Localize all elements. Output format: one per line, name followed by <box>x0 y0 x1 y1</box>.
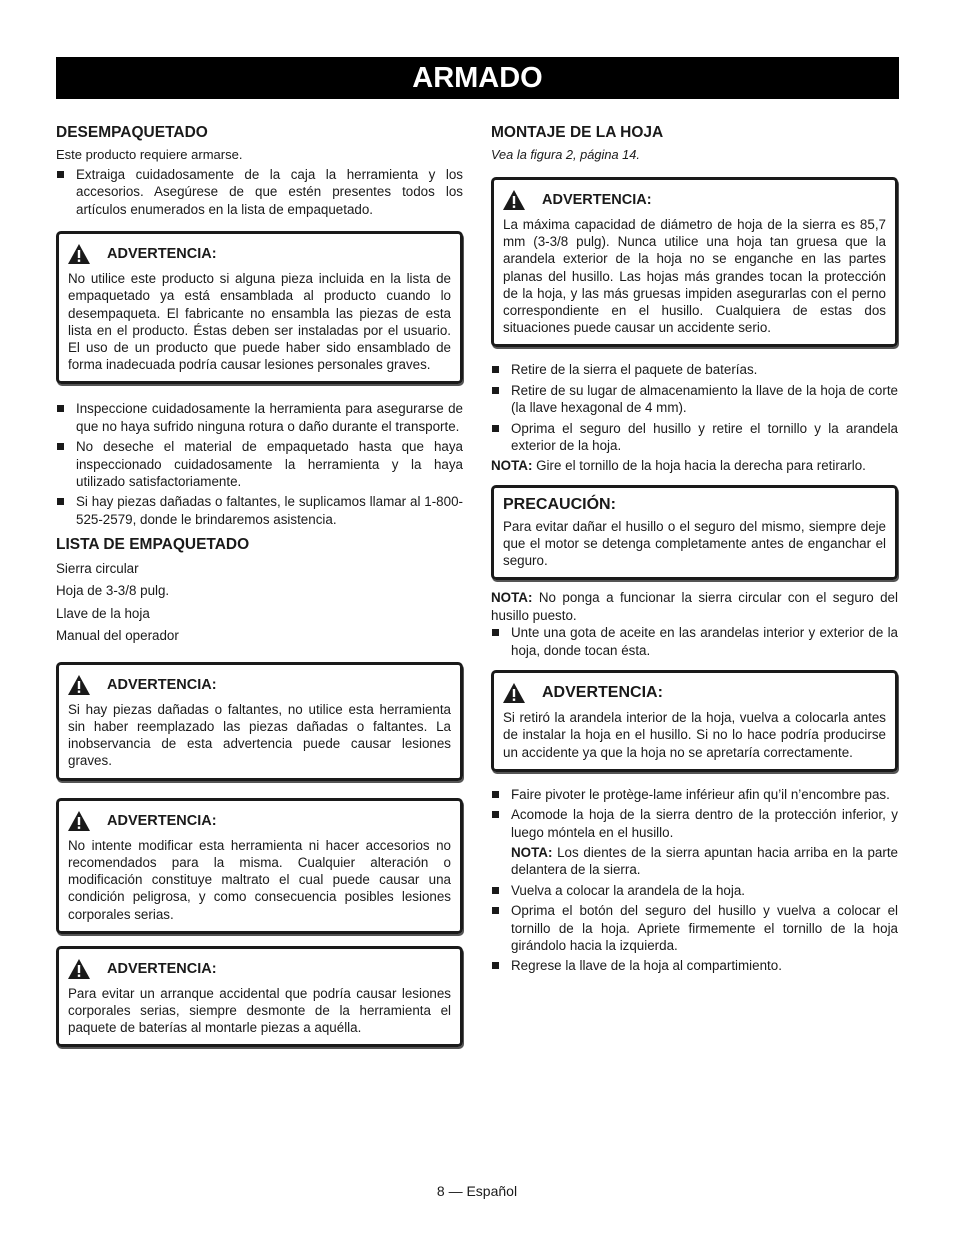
warning-text: Si retiró la arandela interior de la hoja, vuelva a colocarla antes de instalar la hoja en el husillo. Si no lo hace podría producirse un accidente ya que la hoja no se apretaría correctamente. <box>503 710 886 760</box>
warning-box-damaged-parts <box>56 662 463 781</box>
page-banner-title: ARMADO <box>56 57 899 99</box>
warning-title: ADVERTENCIA: <box>542 192 652 208</box>
blade-finish-list <box>491 882 898 975</box>
blade-install-list <box>491 786 898 841</box>
warning-triangle-icon <box>68 811 90 831</box>
left-column <box>56 124 463 1047</box>
oil-list <box>491 624 898 659</box>
warning-triangle-icon <box>68 959 90 979</box>
blade-removal-list <box>491 361 898 454</box>
note-label: NOTA: <box>491 458 533 474</box>
list-item: Oprima el seguro del husillo y retire el tornillo y la arandela exterior de la hoja. <box>491 420 898 455</box>
list-item: Unte una gota de aceite en las arandelas interior y exterior de la hoja, donde tocan ésta. <box>491 624 898 659</box>
warning-text: No utilice este producto si alguna pieza incluida en la lista de empaquetado ya está ensamblada al producto cuando lo desempaqueta. El fabricante no ensambla las piezas de esta lista en el producto. Éstas deben ser instaladas por el usuario. El uso de un producto que puede haber sido ensamblado de forma inadecuada podría causar lesiones personales graves. <box>68 271 451 373</box>
list-item: Retire de su lugar de almacenamiento la llave de la hoja de corte (la llave hexagonal de 4 mm). <box>491 382 898 417</box>
caution-text: Para evitar dañar el husillo o el seguro del mismo, siempre deje que el motor se detenga completamente antes de enganchar el seguro. <box>503 518 886 569</box>
caution-box-spindle <box>491 485 898 581</box>
section-title-packing-list: LISTA DE EMPAQUETADO <box>56 536 250 554</box>
unpacking-intro: Este producto requiere armarse. <box>56 146 243 162</box>
list-item: Regrese la llave de la hoja al compartimiento. <box>491 957 898 974</box>
unpacking-list <box>56 166 463 218</box>
caution-title: PRECAUCIÓN: <box>503 495 616 513</box>
list-item: Acomode la hoja de la sierra dentro de la protección inferior, y luego móntela en el husillo. <box>491 806 898 841</box>
warning-triangle-icon <box>503 683 525 703</box>
list-item: Vuelva a colocar la arandela de la hoja. <box>491 882 898 899</box>
warning-title: ADVERTENCIA: <box>107 676 217 693</box>
list-item: Oprima el botón del seguro del husillo y vuelva a colocar el tornillo de la hoja. Apriete firmemente el tornillo de la hoja girándolo hacia la izquierda. <box>491 902 898 954</box>
warning-title: ADVERTENCIA: <box>107 246 217 263</box>
warning-box-blade-capacity <box>491 177 898 347</box>
warning-text: Si hay piezas dañadas o faltantes, no utilice esta herramienta sin haber reemplazado las piezas dañadas o faltantes. La inobservancia de esta advertencia puede causar lesiones graves. <box>68 701 451 769</box>
note-label: NOTA: <box>491 590 533 606</box>
warning-title: ADVERTENCIA: <box>542 684 663 702</box>
warning-title: ADVERTENCIA: <box>107 960 217 977</box>
note-body: Gire el tornillo de la hoja hacia la derecha para retirarlo. <box>536 458 866 474</box>
list-item: Inspeccione cuidadosamente la herramienta para asegurarse de que no haya sufrido ninguna rotura o daño durante el transporte. <box>56 400 463 435</box>
warning-triangle-icon <box>68 244 90 264</box>
list-item: Extraiga cuidadosamente de la caja la herramienta y los accesorios. Asegúrese de que estén presentes todos los artículos enumerados en la lista de empaquetado. <box>56 166 463 218</box>
figure-reference: Vea la figura 2, página 14. <box>491 146 640 162</box>
list-item: Retire de la sierra el paquete de baterías. <box>491 361 898 378</box>
warning-box-inner-washer <box>491 670 898 772</box>
note-body: Los dientes de la sierra apuntan hacia arriba en la parte delantera de la sierra. <box>511 844 898 878</box>
packing-list <box>56 558 463 648</box>
list-item: Sierra circular <box>56 560 139 576</box>
warning-triangle-icon <box>503 190 525 210</box>
list-item: Llave de la hoja <box>56 605 150 621</box>
inspection-list <box>56 400 463 528</box>
warning-text: La máxima capacidad de diámetro de hoja de la sierra es 85,7 mm (3-3/8 pulg). Nunca utilice una hoja tan gruesa que la arandela exterior de la hoja no se enganche en las partes planas del husillo. Las hojas más grandes tocan la protección de la hoja, y las más gruesas impiden asegurarlas con el perno correspondiente en el husillo. Cualquiera de estas dos situaciones puede causar un accidente serio. <box>503 217 886 336</box>
warning-text: Para evitar un arranque accidental que podría causar lesiones corporales serias, siempre desmonte de la herramienta el paquete de baterías al montarle piezas a aquélla. <box>68 985 451 1036</box>
note-label: NOTA: <box>511 844 553 860</box>
warning-box-modification <box>56 798 463 934</box>
note-text <box>491 457 898 474</box>
note-text <box>491 844 898 879</box>
warning-title: ADVERTENCIA: <box>107 812 217 829</box>
list-item: Hoja de 3-3/8 pulg. <box>56 583 170 599</box>
list-item: No deseche el material de empaquetado hasta que haya inspeccionado cuidadosamente la herramienta y la haya utilizado satisfactoriamente. <box>56 438 463 490</box>
note-body: No ponga a funcionar la sierra circular con el seguro del husillo puesto. <box>491 590 898 623</box>
warning-box-preassembled <box>56 231 463 384</box>
warning-box-accidental-start <box>56 946 463 1048</box>
list-item: Faire pivoter le protège-lame inférieur afin qu’il n’encombre pas. <box>491 786 898 803</box>
right-column <box>491 124 898 978</box>
section-title-blade-mounting: MONTAJE DE LA HOJA <box>491 124 664 141</box>
list-item: Manual del operador <box>56 628 179 644</box>
section-title-unpacking: DESEMPAQUETADO <box>56 124 208 141</box>
warning-text: No intente modificar esta herramienta ni hacer accesorios no recomendados para la misma. Cualquier alteración o modificación constituye maltrato el cual puede causar una condición peligrosa, y como consecuencia posibles lesiones corporales serias. <box>68 837 451 922</box>
list-item: Si hay piezas dañadas o faltantes, le suplicamos llamar al 1-800-525-2579, donde le brindaremos asistencia. <box>56 493 463 528</box>
note-text <box>491 589 898 624</box>
page-footer: 8 — Español <box>436 1183 518 1199</box>
warning-triangle-icon <box>68 675 90 695</box>
